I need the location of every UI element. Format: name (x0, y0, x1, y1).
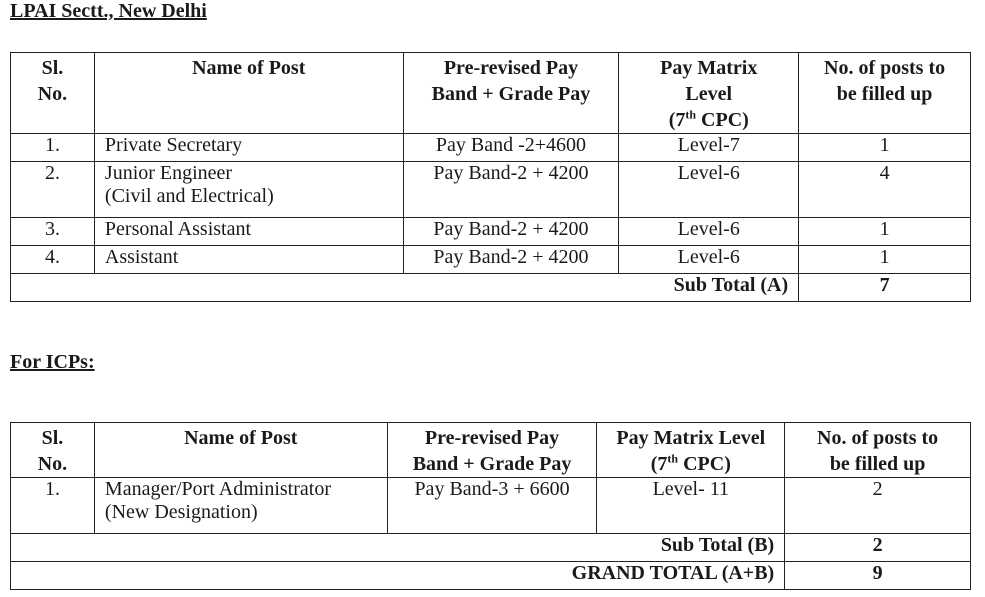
table-row (11, 218, 971, 246)
cell-posts: 1 (799, 134, 971, 162)
cell-pay: Pay Band-2 + 4200 (403, 218, 619, 246)
cell-sl: 4. (11, 246, 95, 274)
cell-pay: Pay Band-2 + 4200 (403, 246, 619, 274)
header-pay-matrix: Pay Matrix Level (7th CPC) (597, 423, 785, 478)
cell-post-name: Personal Assistant (94, 218, 403, 246)
subtotal-value: 7 (799, 274, 971, 302)
header-sl-no: Sl. No. (11, 423, 95, 478)
cell-post-name: Private Secretary (94, 134, 403, 162)
header-posts: No. of posts to be filled up (785, 423, 971, 478)
table-header-row (11, 53, 971, 134)
header-posts: No. of posts to be filled up (799, 53, 971, 134)
subtotal-label: Sub Total (B) (11, 534, 785, 562)
table-row (11, 246, 971, 274)
cell-posts: 1 (799, 218, 971, 246)
section-heading-icps: For ICPs: (10, 351, 95, 373)
header-name-of-post: Name of Post (94, 53, 403, 134)
header-name-of-post: Name of Post (94, 423, 387, 478)
cell-post-name: Junior Engineer (Civil and Electrical) (94, 162, 403, 218)
cell-pay: Pay Band -2+4600 (403, 134, 619, 162)
subtotal-row (11, 534, 971, 562)
table-header-row (11, 423, 971, 478)
header-sl-no: Sl. No. (11, 53, 95, 134)
cell-sl: 2. (11, 162, 95, 218)
header-pay-band: Pre-revised Pay Band + Grade Pay (387, 423, 597, 478)
subtotal-row (11, 274, 971, 302)
table-row (11, 162, 971, 218)
lpai-posts-table (10, 52, 971, 302)
cell-post-name: Assistant (94, 246, 403, 274)
cell-level: Level-6 (619, 218, 799, 246)
grand-total-row (11, 562, 971, 590)
cell-post-name: Manager/Port Administrator (New Designation) (94, 478, 387, 534)
grand-total-value: 9 (785, 562, 971, 590)
cell-sl: 1. (11, 134, 95, 162)
cell-level: Level-6 (619, 162, 799, 218)
cell-level: Level-7 (619, 134, 799, 162)
cell-level: Level-6 (619, 246, 799, 274)
cell-pay: Pay Band-3 + 6600 (387, 478, 597, 534)
grand-total-label: GRAND TOTAL (A+B) (11, 562, 785, 590)
cell-sl: 1. (11, 478, 95, 534)
subtotal-label: Sub Total (A) (11, 274, 799, 302)
cell-level: Level- 11 (597, 478, 785, 534)
table-row (11, 134, 971, 162)
section-heading-lpai: LPAI Sectt., New Delhi (10, 0, 207, 22)
subtotal-value: 2 (785, 534, 971, 562)
cell-posts: 1 (799, 246, 971, 274)
icp-posts-table (10, 422, 971, 590)
cell-pay: Pay Band-2 + 4200 (403, 162, 619, 218)
header-pay-matrix: Pay Matrix Level (7th CPC) (619, 53, 799, 134)
cell-sl: 3. (11, 218, 95, 246)
table-row (11, 478, 971, 534)
header-pay-band: Pre-revised Pay Band + Grade Pay (403, 53, 619, 134)
cell-posts: 2 (785, 478, 971, 534)
cell-posts: 4 (799, 162, 971, 218)
